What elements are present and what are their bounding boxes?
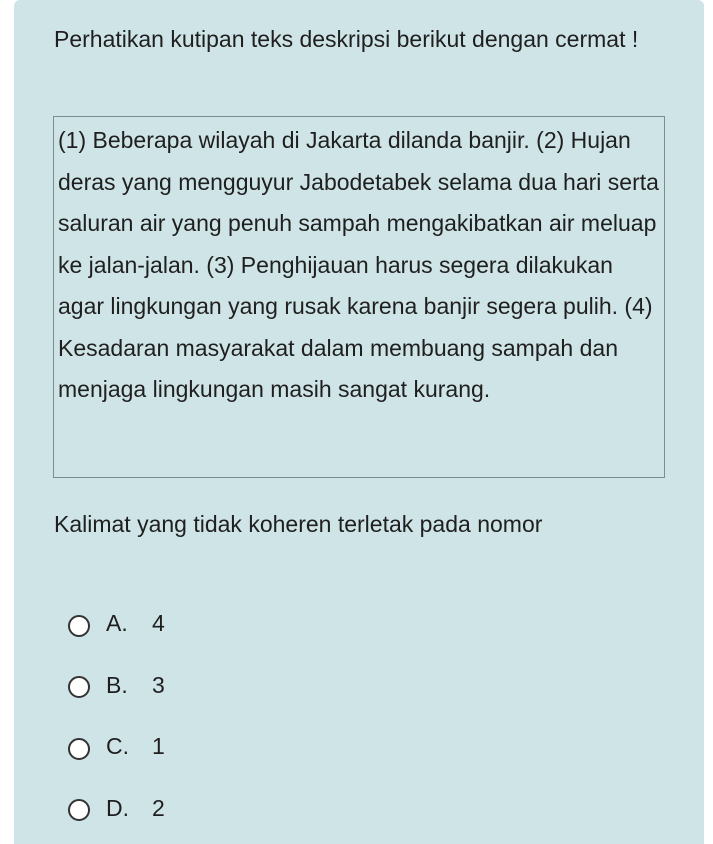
option-d[interactable] bbox=[68, 778, 368, 840]
radio-button-icon[interactable] bbox=[68, 615, 90, 637]
option-letter: A. bbox=[106, 610, 128, 637]
option-letter: C. bbox=[106, 733, 129, 760]
instruction-text: Perhatikan kutipan teks deskripsi berikut dengan cermat ! bbox=[54, 26, 639, 52]
option-a[interactable] bbox=[68, 593, 368, 655]
option-value: 3 bbox=[152, 671, 165, 698]
option-b[interactable] bbox=[68, 655, 368, 717]
option-value: 4 bbox=[152, 610, 165, 637]
question-text: Kalimat yang tidak koheren terletak pada nomor bbox=[54, 511, 543, 537]
option-c[interactable] bbox=[68, 716, 368, 778]
passage-text: (1) Beberapa wilayah di Jakarta dilanda banjir. (2) Hujan deras yang mengguyur Jabodetabek selama dua hari serta saluran air yang penuh sampah mengakibatkan air meluap ke jalan-jalan. (3) Penghijauan harus segera dilakukan agar lingkungan yang rusak karena banjir segera pulih. (4) Kesadaran masyarakat dalam membuang sampah dan menjaga lingkungan masih sangat kurang. bbox=[58, 127, 659, 402]
answer-options bbox=[68, 593, 368, 839]
radio-button-icon[interactable] bbox=[68, 738, 90, 760]
radio-button-icon[interactable] bbox=[68, 676, 90, 698]
passage-box bbox=[53, 116, 665, 478]
option-letter: B. bbox=[106, 671, 128, 698]
option-value: 2 bbox=[152, 794, 165, 821]
radio-button-icon[interactable] bbox=[68, 799, 90, 821]
option-value: 1 bbox=[152, 733, 165, 760]
option-letter: D. bbox=[106, 794, 129, 821]
